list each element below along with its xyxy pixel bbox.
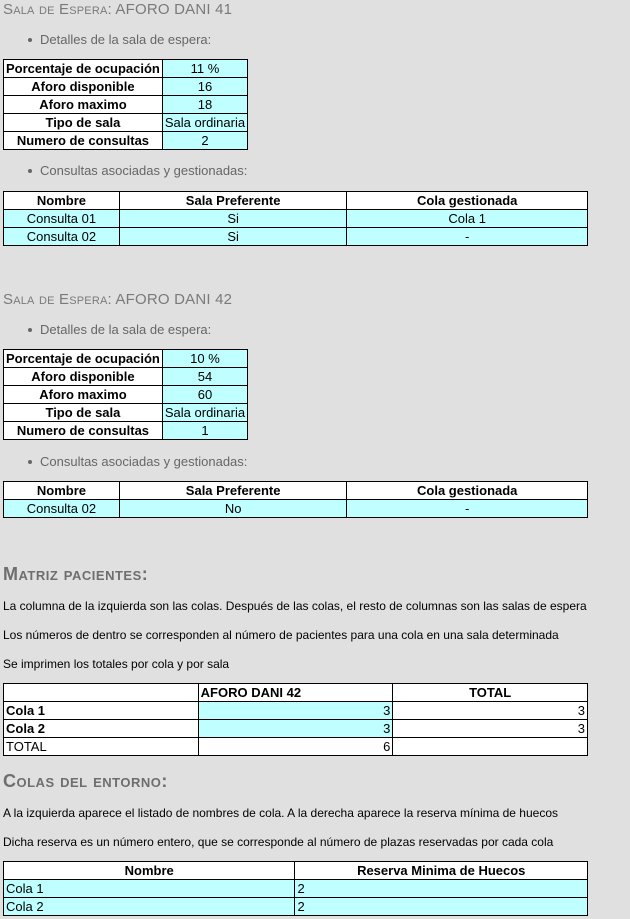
table-cell: Consulta 02 bbox=[4, 228, 120, 246]
bullet-icon bbox=[28, 38, 32, 42]
room-title: Sala de Espera: AFORO DANI 42 bbox=[3, 291, 233, 308]
row-label: Cola 2 bbox=[4, 720, 199, 738]
table-cell: Cola 1 bbox=[4, 880, 295, 898]
table-row bbox=[4, 114, 248, 132]
row-label: TOTAL bbox=[4, 738, 199, 756]
detail-label: Aforo maximo bbox=[4, 96, 163, 114]
queues-table bbox=[3, 861, 588, 916]
table-cell: Si bbox=[119, 228, 347, 246]
table-row bbox=[4, 738, 588, 756]
column-header: TOTAL bbox=[393, 684, 588, 702]
table-cell: Si bbox=[119, 210, 347, 228]
detail-label: Porcentaje de ocupación bbox=[4, 350, 163, 368]
column-header bbox=[4, 684, 199, 702]
detail-label: Aforo disponible bbox=[4, 78, 163, 96]
column-header: Cola gestionada bbox=[347, 482, 588, 500]
room-details-table bbox=[3, 349, 248, 440]
table-row bbox=[4, 422, 248, 440]
matrix-paragraph: Se imprimen los totales por cola y por sala bbox=[3, 657, 230, 671]
table-cell: No bbox=[119, 500, 347, 518]
column-total: 6 bbox=[198, 738, 393, 756]
detail-value: 2 bbox=[162, 132, 247, 150]
detail-value: 18 bbox=[162, 96, 247, 114]
detail-label: Aforo disponible bbox=[4, 368, 163, 386]
bullet-icon bbox=[28, 460, 32, 464]
consultas-heading-text: Consultas asociadas y gestionadas: bbox=[40, 454, 248, 469]
column-header: Nombre bbox=[4, 482, 120, 500]
table-cell: 2 bbox=[295, 880, 588, 898]
consultas-heading-text: Consultas asociadas y gestionadas: bbox=[40, 163, 248, 178]
consultas-heading bbox=[28, 454, 247, 469]
detail-label: Porcentaje de ocupación bbox=[4, 60, 163, 78]
table-header-row bbox=[4, 862, 588, 880]
consultas-table bbox=[3, 481, 588, 518]
table-cell: Cola 2 bbox=[4, 898, 295, 916]
table-header-row bbox=[4, 482, 588, 500]
detail-value: 60 bbox=[162, 386, 247, 404]
table-cell: 2 bbox=[295, 898, 588, 916]
column-header: Cola gestionada bbox=[347, 192, 588, 210]
column-header: Reserva Minima de Huecos bbox=[295, 862, 588, 880]
matrix-paragraph: Los números de dentro se corresponden al número de pacientes para una cola en una sala determinada bbox=[3, 628, 559, 642]
table-row bbox=[4, 60, 248, 78]
table-row bbox=[4, 880, 588, 898]
table-row bbox=[4, 228, 588, 246]
column-header: Nombre bbox=[4, 192, 120, 210]
details-heading bbox=[28, 322, 211, 337]
table-cell: Consulta 01 bbox=[4, 210, 120, 228]
detail-value: 11 % bbox=[162, 60, 247, 78]
grand-total bbox=[393, 738, 588, 756]
table-cell: - bbox=[347, 228, 588, 246]
table-row bbox=[4, 132, 248, 150]
detail-value: 1 bbox=[162, 422, 247, 440]
detail-label: Tipo de sala bbox=[4, 404, 163, 422]
matrix-paragraph: La columna de la izquierda son las colas. Después de las colas, el resto de columnas son las salas de espera bbox=[3, 599, 587, 613]
bullet-icon bbox=[28, 328, 32, 332]
table-row bbox=[4, 702, 588, 720]
row-total: 3 bbox=[393, 720, 588, 738]
detail-label: Tipo de sala bbox=[4, 114, 163, 132]
table-row bbox=[4, 386, 248, 404]
detail-label: Numero de consultas bbox=[4, 132, 163, 150]
column-header: Sala Preferente bbox=[119, 192, 347, 210]
table-cell: Cola 1 bbox=[347, 210, 588, 228]
details-heading-text: Detalles de la sala de espera: bbox=[40, 32, 212, 47]
table-header-row bbox=[4, 192, 588, 210]
table-cell: 3 bbox=[198, 720, 393, 738]
detail-value: 54 bbox=[162, 368, 247, 386]
detail-value: 16 bbox=[162, 78, 247, 96]
column-header: Sala Preferente bbox=[119, 482, 347, 500]
table-row bbox=[4, 500, 588, 518]
table-row bbox=[4, 96, 248, 114]
consultas-table bbox=[3, 191, 588, 246]
table-row bbox=[4, 210, 588, 228]
column-header: AFORO DANI 42 bbox=[198, 684, 393, 702]
queues-paragraph: Dicha reserva es un número entero, que se corresponde al número de plazas reservadas por cada cola bbox=[3, 835, 554, 849]
room-title: Sala de Espera: AFORO DANI 41 bbox=[3, 1, 233, 18]
table-row bbox=[4, 350, 248, 368]
detail-value: Sala ordinaria bbox=[162, 114, 247, 132]
bullet-icon bbox=[28, 169, 32, 173]
detail-label: Aforo maximo bbox=[4, 386, 163, 404]
row-total: 3 bbox=[393, 702, 588, 720]
queues-paragraph: A la izquierda aparece el listado de nombres de cola. A la derecha aparece la reserva mínima de huecos bbox=[3, 806, 558, 820]
table-cell: - bbox=[347, 500, 588, 518]
table-cell: Consulta 02 bbox=[4, 500, 120, 518]
table-row bbox=[4, 368, 248, 386]
detail-value: Sala ordinaria bbox=[162, 404, 247, 422]
table-header-row bbox=[4, 684, 588, 702]
row-label: Cola 1 bbox=[4, 702, 199, 720]
details-heading-text: Detalles de la sala de espera: bbox=[40, 322, 212, 337]
queues-section-title: Colas del entorno: bbox=[3, 771, 168, 791]
detail-label: Numero de consultas bbox=[4, 422, 163, 440]
table-row bbox=[4, 404, 248, 422]
column-header: Nombre bbox=[4, 862, 295, 880]
details-heading bbox=[28, 32, 211, 47]
consultas-heading bbox=[28, 163, 247, 178]
table-row bbox=[4, 898, 588, 916]
room-details-table bbox=[3, 59, 248, 150]
patient-matrix-table bbox=[3, 683, 588, 756]
table-cell: 3 bbox=[198, 702, 393, 720]
table-row bbox=[4, 720, 588, 738]
table-row bbox=[4, 78, 248, 96]
detail-value: 10 % bbox=[162, 350, 247, 368]
matrix-section-title: Matriz pacientes: bbox=[3, 564, 149, 584]
